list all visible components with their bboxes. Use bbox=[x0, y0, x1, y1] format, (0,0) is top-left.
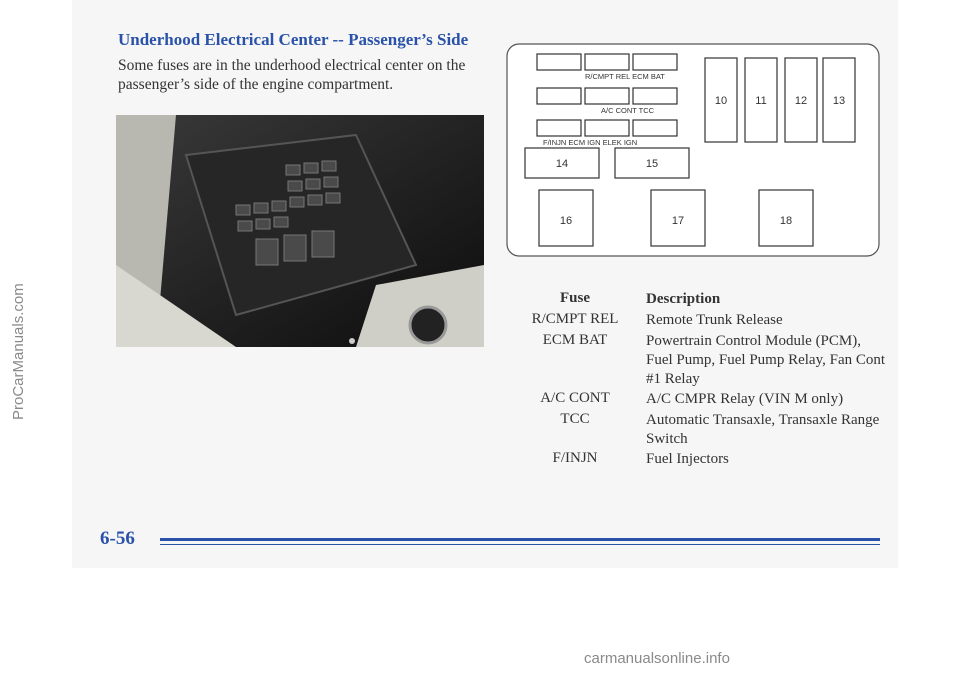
fuse-description: Automatic Transaxle, Transaxle Range Switch bbox=[646, 412, 880, 447]
page-number: 6-56 bbox=[100, 528, 135, 549]
fuse-17-label: 17 bbox=[671, 215, 685, 227]
engine-compartment-photo bbox=[116, 115, 484, 347]
fuse-14-label: 14 bbox=[555, 158, 569, 170]
fuse-name: R/CMPT REL bbox=[531, 311, 619, 327]
fuse-description: Powertrain Control Module (PCM), Fuel Pump, Fuel Pump Relay, Fan Cont #1 Relay bbox=[646, 333, 886, 387]
fuse-name: F/INJN bbox=[552, 450, 598, 466]
fuse-12-label: 12 bbox=[794, 95, 808, 107]
footer-watermark: carmanualsonline.info bbox=[584, 650, 730, 667]
diagram-row2-labels: A/C CONT TCC bbox=[601, 106, 655, 115]
diagram-row1-labels: R/CMPT REL ECM BAT bbox=[585, 72, 665, 81]
fuse-13-label: 13 bbox=[832, 95, 846, 107]
fuse-name: TCC bbox=[560, 411, 590, 427]
header-description: Description bbox=[646, 291, 721, 307]
fuse-name: ECM BAT bbox=[542, 332, 608, 348]
fuse-description: A/C CMPR Relay (VIN M only) bbox=[646, 391, 844, 407]
fuse-10-label: 10 bbox=[714, 95, 728, 107]
fuse-16-label: 16 bbox=[559, 215, 573, 227]
intro-paragraph: Some fuses are in the underhood electrical center on the passenger’s side of the engine compartment. bbox=[118, 57, 466, 93]
footer-rule bbox=[160, 538, 880, 541]
diagram-row3-labels: F/INJN ECM IGN ELEK IGN bbox=[543, 138, 638, 147]
header-fuse: Fuse bbox=[560, 290, 590, 306]
fuse-11-label: 11 bbox=[755, 95, 767, 107]
fuse-layout-diagram bbox=[505, 42, 881, 258]
section-heading: Underhood Electrical Center -- Passenger’s Side bbox=[118, 30, 469, 49]
fuse-description: Remote Trunk Release bbox=[646, 312, 783, 328]
fuse-15-label: 15 bbox=[645, 158, 659, 170]
fuse-name: A/C CONT bbox=[540, 390, 610, 406]
fuse-18-label: 18 bbox=[779, 215, 793, 227]
side-watermark: ProCarManuals.com bbox=[10, 283, 27, 420]
fuse-description: Fuel Injectors bbox=[646, 451, 729, 467]
footer-rule-thin bbox=[160, 544, 880, 545]
